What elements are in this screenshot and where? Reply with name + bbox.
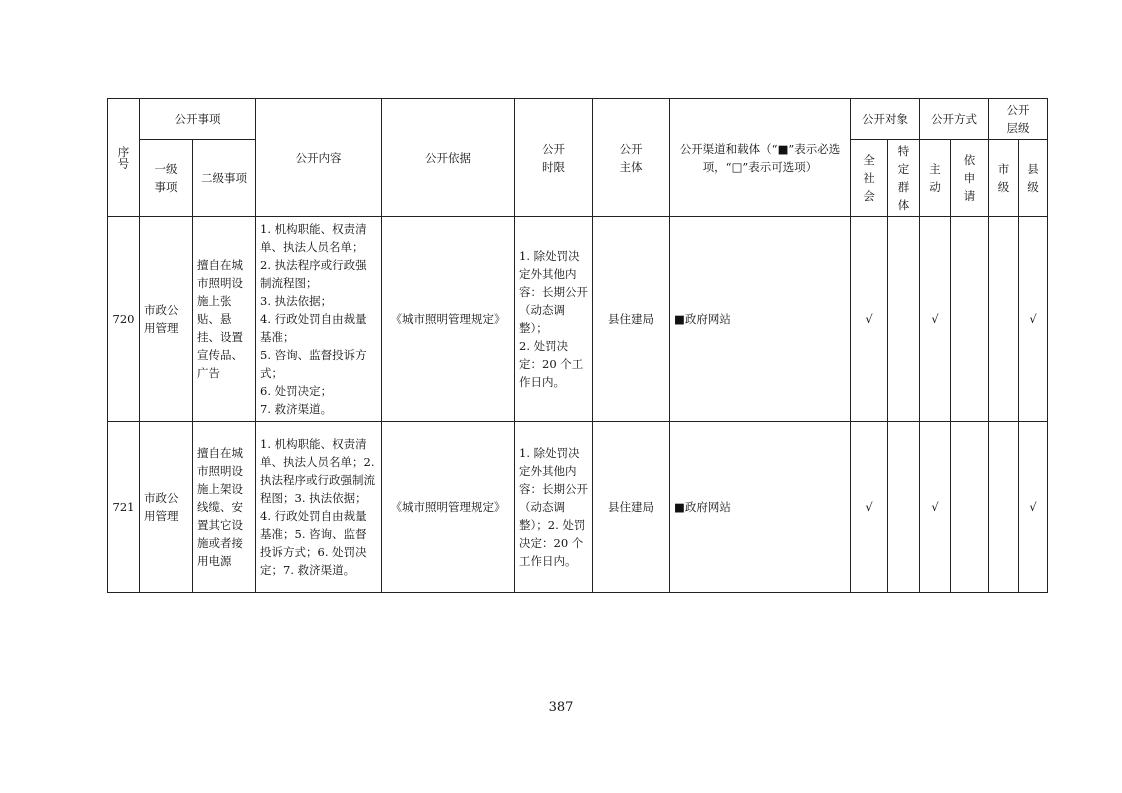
header-content: 公开内容 (256, 99, 382, 217)
row-level1: 市政公用管理 (140, 422, 193, 593)
header-target-all-text: 全社会 (863, 153, 875, 203)
header-target-specific (888, 140, 920, 217)
header-method-active (920, 140, 951, 217)
row-method-active: √ (920, 422, 951, 593)
row-level-county: √ (1019, 217, 1048, 422)
row-target-specific (888, 217, 920, 422)
content-line: 1. 机构职能、权责清单、执法人员名单； (260, 222, 367, 254)
row-level-city (989, 422, 1019, 593)
header-time-limit-text: 公开时限 (541, 141, 565, 174)
row-channel: ■政府网站 (670, 217, 851, 422)
header-target: 公开对象 (851, 99, 920, 140)
row-basis: 《城市照明管理规定》 (382, 217, 515, 422)
row-channel: ■政府网站 (670, 422, 851, 593)
header-public-item: 公开事项 (140, 99, 256, 140)
header-time-limit (515, 99, 593, 217)
row-subject: 县住建局 (593, 422, 670, 593)
content-line: 1. 机构职能、权责清单、执法人员名单；2. 执法程序或行政强制流程图；3. 执法依据；4. 行政处罚自由裁量基准；5. 咨询、监督投诉方式；6. 处罚决定；7. 救济渠道。 (260, 437, 375, 577)
header-level-city-text: 市级 (997, 162, 1010, 194)
table-row (108, 217, 1048, 422)
row-method-apply (951, 422, 989, 593)
header-method-apply-text: 依申请 (963, 153, 976, 203)
header-level-text: 公开层级 (1006, 103, 1030, 135)
page-number: 387 (548, 700, 574, 715)
row-level2: 擅自在城市照明设施上架设线缆、安置其它设施或者接用电源 (193, 422, 256, 593)
row-content (256, 217, 382, 422)
header-subject (593, 99, 670, 217)
content-line: 3. 执法依据； (260, 294, 333, 308)
content-line: 6. 处罚决定； (260, 384, 333, 398)
row-target-all: √ (851, 422, 888, 593)
content-line: 5. 咨询、监督投诉方式； (260, 348, 367, 380)
row-subject: 县住建局 (593, 217, 670, 422)
header-level1-text: 一级事项 (154, 162, 178, 194)
header-level2: 二级事项 (193, 140, 256, 217)
row-target-all: √ (851, 217, 888, 422)
header-level-county-text: 县级 (1027, 162, 1039, 194)
row-level-county: √ (1019, 422, 1048, 593)
header-level-county (1019, 140, 1048, 217)
header-level (989, 99, 1048, 140)
content-line: 7. 救济渠道。 (260, 402, 333, 416)
time-limit-line: 1. 除处罚决定外其他内容：长期公开（动态调整）； (519, 249, 588, 335)
row-method-active: √ (920, 217, 951, 422)
header-method-apply (951, 140, 989, 217)
header-method: 公开方式 (920, 99, 989, 140)
disclosure-table (107, 98, 1048, 593)
row-time-limit (515, 217, 593, 422)
row-level1: 市政公用管理 (140, 217, 193, 422)
table-row (108, 422, 1048, 593)
row-target-specific (888, 422, 920, 593)
row-method-apply (951, 217, 989, 422)
time-limit-line: 1. 除处罚决定外其他内容：长期公开（动态调整）；2. 处罚决定：20 个工作日内。 (519, 446, 588, 568)
header-target-all (851, 140, 888, 217)
header-method-active-text: 主动 (929, 162, 941, 194)
header-level-city (989, 140, 1019, 217)
time-limit-line: 2. 处罚决定：20 个工作日内。 (519, 339, 584, 389)
header-seq: 序号 (108, 99, 140, 217)
row-level-city (989, 217, 1019, 422)
row-seq: 720 (108, 217, 140, 422)
header-row-1 (108, 99, 1048, 140)
row-basis: 《城市照明管理规定》 (382, 422, 515, 593)
row-seq: 721 (108, 422, 140, 593)
header-channel: 公开渠道和载体（“■”表示必选项，“□”表示可选项） (670, 99, 851, 217)
header-subject-text: 公开主体 (619, 141, 643, 174)
header-level1 (140, 140, 193, 217)
header-basis: 公开依据 (382, 99, 515, 217)
row-content (256, 422, 382, 593)
content-line: 4. 行政处罚自由裁量基准； (260, 312, 367, 344)
row-level2: 擅自在城市照明设施上张贴、悬挂、设置宣传品、广告 (193, 217, 256, 422)
row-time-limit (515, 422, 593, 593)
content-line: 2. 执法程序或行政强制流程图； (260, 258, 367, 290)
header-target-specific-text: 特定群体 (897, 144, 910, 212)
